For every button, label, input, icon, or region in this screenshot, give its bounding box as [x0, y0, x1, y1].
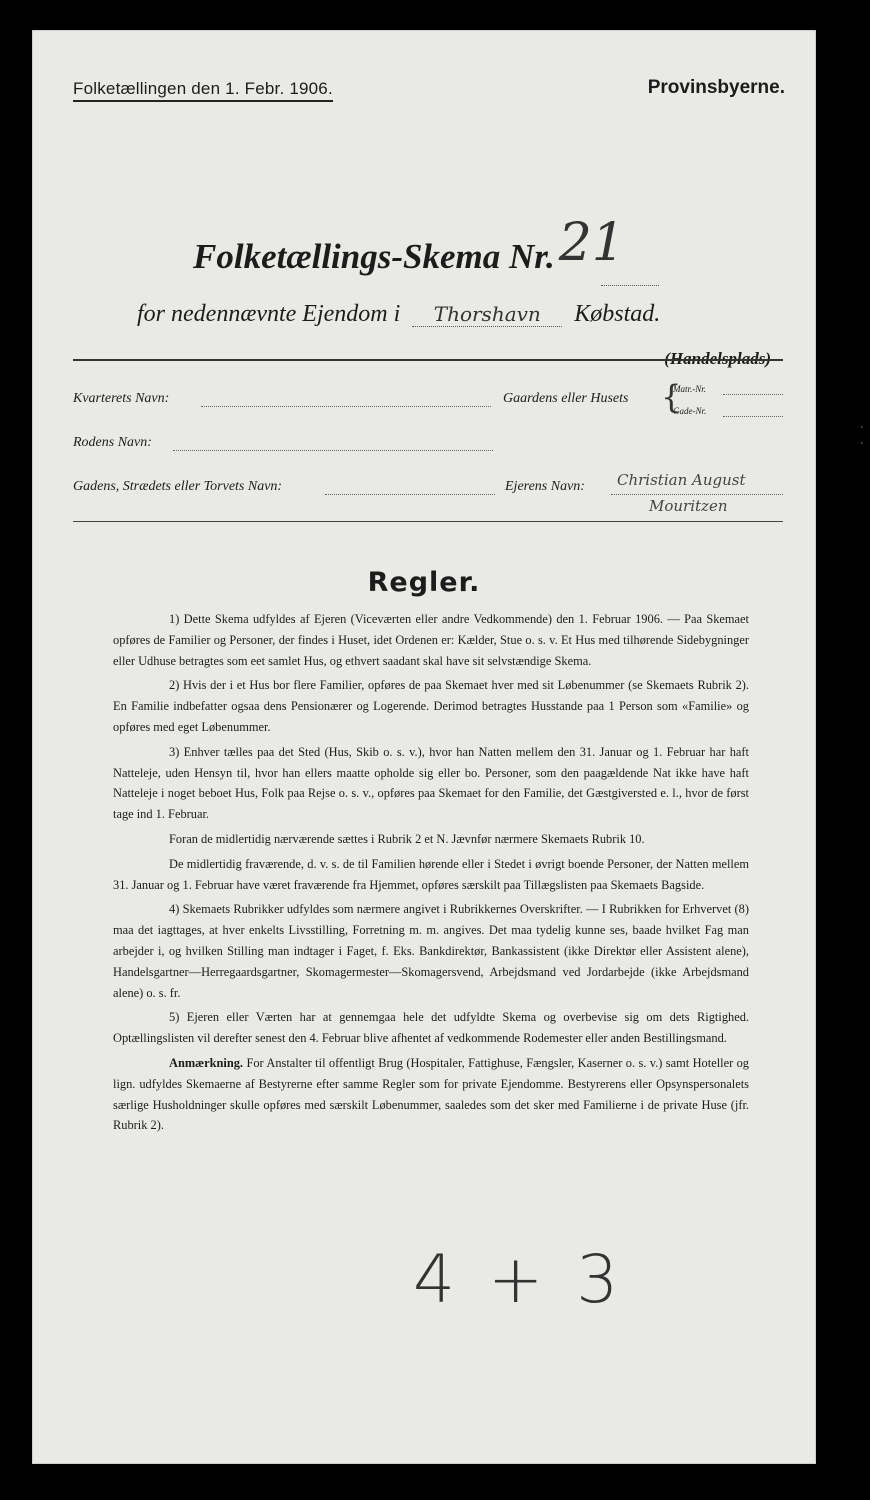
rule-paragraph: Foran de midlertidig nærværende sættes i Rubrik 2 et N. Jævnfør nærmere Skemaets Rubrik 10.: [169, 831, 645, 846]
label-gaard: Gaardens eller Husets: [503, 391, 629, 406]
note-label: Anmærkning.: [169, 1055, 244, 1070]
subtitle-alternative: (Handelsplads): [664, 349, 771, 368]
label-ejer: Ejerens Navn:: [505, 479, 585, 494]
note-paragraph: [113, 1053, 749, 1136]
label-gade-nr: Gade-Nr.: [673, 406, 707, 416]
rule-paragraph: 2) Hvis der i et Hus bor flere Familier, opføres de paa Skemaet hver med sit Løbenummer (se Skemaets Rubrik 2). En Familie indbefatter ogsaa dens Pensionærer og Logerende. Derimod betragtes Husstande paa 1 Person som «Familie» og opføres med eget Løbenummer.: [113, 678, 749, 734]
census-form-page: [32, 30, 816, 1464]
form-number-underline: [601, 285, 659, 286]
rule-paragraph: 3) Enhver tælles paa det Sted (Hus, Skib o. s. v.), hvor han Natten mellem den 31. Januar og 1. Februar har haft Natteleje, uden Hensyn til, hvor han ellers maatte opholde sig eller bo. Personer, som den paagældende Nat ikke have haft Natteleje i noget beboet Hus, Folk paa Rejse o. s. v., opføres paa Skemaet for den Familie, det Gæstgiversted e. l., hvor de først tage ind 1. Februar.: [113, 744, 749, 822]
form-title: [193, 213, 625, 281]
town-handwritten: Thorshavn: [412, 302, 562, 327]
subtitle-prefix: for nedennævnte Ejendom i: [137, 301, 401, 327]
field-ejer[interactable]: [611, 493, 783, 495]
rule-paragraph: 1) Dette Skema udfyldes af Ejeren (Viceværten eller andre Vedkommende) den 1. Februar 1906. — Paa Skemaet opføres de Familier og Personer, der findes i Huset, idet Ordenen er: Kælder, Stue o. s. v. Et Hus med tilhørende Sidebygninger eller Udhuse betragtes som eet samlet Hus, og ethvert saadant skal have sit selvstændige Skema.: [113, 612, 749, 668]
label-gade: Gadens, Strædets eller Torvets Navn:: [73, 479, 283, 494]
rule-paragraph: 4) Skemaets Rubrikker udfyldes som nærmere angivet i Rubrikkernes Overskrifter. — I Rubrikken for Erhvervet (8) maa det iagttages, at hver enkelts Livsstilling, Forretning m. m. angives. Det maa tydelig kunne ses, baade hvilket Fag man arbejder i, og hvilken Stilling man indtager i Faget, f. Eks. Bankdirektør, Bankassistent (ikke Direktør eller Assistent alene), Handelsgartner—Herregaardsgartner, Skomagermester—Skomagersvend, Arbejdsmand ved Jordarbejde (ikke Arbejdsmand alene) o. s. fr.: [113, 902, 749, 1000]
rules-heading: Regler.: [367, 567, 481, 598]
rules-text: [113, 609, 749, 1140]
divider-top: [73, 359, 783, 361]
brace-icon: {: [661, 378, 682, 416]
edge-mark: ·: [859, 436, 864, 452]
field-gade-nr[interactable]: [723, 415, 783, 417]
header-census-date: Folketællingen den 1. Febr. 1906.: [73, 79, 333, 102]
field-kvarter[interactable]: [201, 405, 491, 407]
field-matr-nr[interactable]: [723, 393, 783, 395]
rule-paragraph: 5) Ejeren eller Værten har at gennemgaa hele det udfyldte Skema og overbevise sig om dets Rigtighed. Optællingslisten vil derefter senest den 4. Februar blive afhentet af vedkommende Rodemester eller anden Bestillingsmand.: [113, 1010, 749, 1046]
form-number-handwritten: 21: [558, 213, 625, 273]
subtitle-suffix: Købstad.: [574, 301, 661, 327]
divider-bottom: [73, 521, 783, 522]
rule-paragraph: De midlertidig fraværende, d. v. s. de til Familien hørende eller i Stedet i øvrigt boende Personer, der Natten mellem 31. Januar og 1. Februar have været fraværende fra Hjemmet, opføres særskilt paa Tillægslisten paa Skemaets Bagside.: [113, 856, 749, 892]
label-matr-nr: Matr.-Nr.: [673, 384, 707, 394]
note-text: For Anstalter til offentligt Brug (Hospitaler, Fattighuse, Fængsler, Kaserner o. s. v.) samt Hoteller og lign. udfyldes Skemaerne af Bestyrerne efter samme Regler som for private Ejendomme. Bestyrerens eller Opsynspersonalets særlige Husholdninger skulle opføres med særskilt Løbenummer, saaledes som det sker med Familierne i de private Huse (jfr. Rubrik 2).: [113, 1055, 749, 1133]
owner-name-line2: Mouritzen: [649, 497, 728, 515]
edge-mark: ·: [859, 420, 864, 436]
field-gade[interactable]: [325, 493, 495, 495]
label-kvarter: Kvarterets Navn:: [73, 391, 170, 406]
label-rode: Rodens Navn:: [73, 435, 152, 450]
header-region: Provinsbyerne.: [647, 77, 785, 98]
form-title-text: Folketællings-Skema Nr.: [193, 237, 555, 276]
owner-name-line1: Christian August: [617, 471, 746, 489]
form-subtitle: [137, 301, 660, 328]
field-rode[interactable]: [173, 449, 493, 451]
handwritten-total: 4 + 3: [413, 1241, 625, 1318]
